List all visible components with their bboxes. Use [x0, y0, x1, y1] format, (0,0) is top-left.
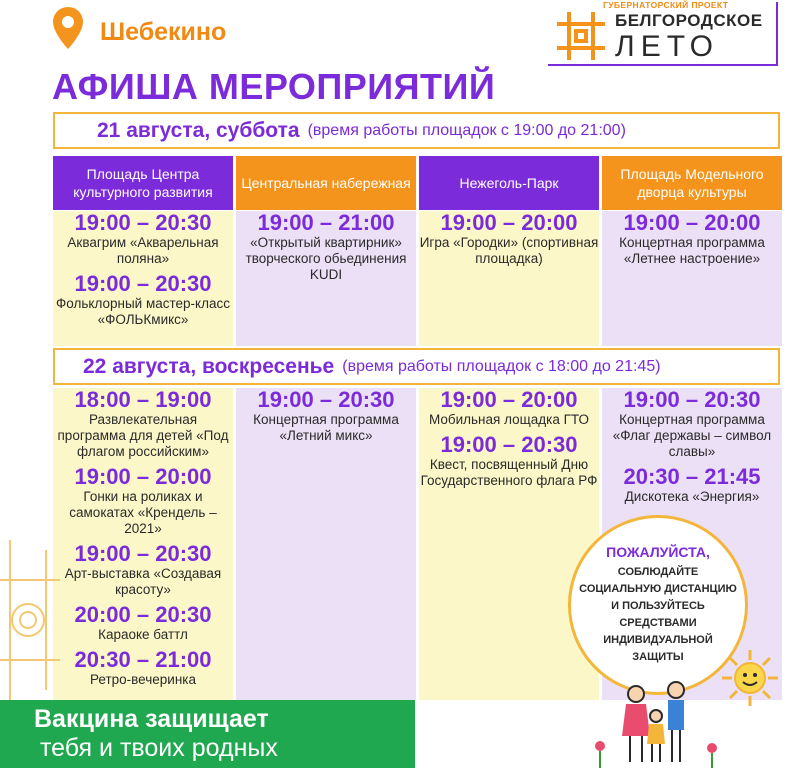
page-title: АФИША МЕРОПРИЯТИЙ	[52, 66, 496, 107]
event-desc: Концертная программа «Флаг державы – символ славы»	[612, 412, 772, 459]
banner-line1: Вакцина защищает	[34, 705, 269, 733]
event-desc: Игра «Городки» (спортивная площадка)	[419, 235, 599, 266]
city-name: Шебекино	[100, 18, 227, 46]
event-time: 19:00 – 20:30	[623, 387, 761, 412]
event-desc: Фольклорный мастер-класс «ФОЛЬКмикс»	[56, 296, 230, 327]
event	[53, 465, 233, 537]
venue-header: Центральная набережная	[236, 156, 416, 210]
day1-column	[602, 211, 782, 346]
event-time: 18:00 – 19:00	[74, 387, 212, 412]
event-desc: Концертная программа «Летнее настроение»	[619, 235, 765, 266]
notice-line: СОБЛЮДАЙТЕ	[617, 566, 699, 578]
logo-subtitle: ГУБЕРНАТОРСКИЙ ПРОЕКТ	[603, 0, 729, 10]
family-icon	[590, 676, 730, 768]
event-time: 20:00 – 20:30	[74, 602, 212, 627]
event	[53, 272, 233, 328]
notice-title: ПОЖАЛУЙСТА,	[606, 544, 710, 560]
day1-date: 21 августа, суббота	[97, 118, 300, 142]
logo-line2: ЛЕТО	[615, 30, 720, 63]
decorative-pattern-icon	[0, 540, 60, 700]
notice-line: ИНДИВИДУАЛЬНОЙ	[603, 634, 713, 646]
day2-hours: (время работы площадок с 18:00 до 21:45)	[342, 357, 661, 375]
event-time: 19:00 – 20:30	[440, 432, 578, 457]
event-desc: Дискотека «Энергия»	[624, 489, 760, 504]
day1-hours: (время работы площадок с 19:00 до 21:00)	[307, 121, 626, 139]
event-time: 19:00 – 20:30	[74, 210, 212, 235]
day2-column	[236, 388, 416, 700]
event-time: 19:00 – 20:00	[440, 210, 578, 235]
event-time: 20:30 – 21:00	[74, 647, 212, 672]
event-desc: Караоке баттл	[98, 627, 188, 642]
event-desc: Мобильная лощадка ГТО	[428, 412, 590, 427]
day1-column	[53, 211, 233, 346]
day1-column	[419, 211, 599, 346]
event	[602, 388, 782, 460]
event	[53, 388, 233, 460]
event-desc: Арт-выставка «Создавая красоту»	[64, 566, 222, 597]
event	[419, 388, 599, 428]
notice-line: ЗАЩИТЫ	[632, 651, 684, 663]
day2-bar	[53, 348, 780, 385]
event-desc: «Открытый квартирник» творческого обьединения KUDI	[245, 235, 407, 282]
location-pin-icon	[52, 6, 84, 50]
venue-header: Нежеголь-Парк	[419, 156, 599, 210]
event	[419, 211, 599, 267]
event-desc: Развлекательная программа для детей «Под флагом российским»	[57, 412, 229, 459]
event-desc: Гонки на роликах и самокатах «Крендель – 2021»	[69, 489, 217, 536]
event	[53, 542, 233, 598]
event-time: 19:00 – 20:00	[74, 464, 212, 489]
event	[419, 433, 599, 489]
event-time: 19:00 – 20:00	[440, 387, 578, 412]
event-desc: Квест, посвященный Дню Государственного флага РФ	[420, 457, 598, 488]
logo-line1: БЕЛГОРОДСКОЕ	[615, 11, 763, 30]
event-desc: Аквагрим «Акварельная поляна»	[67, 235, 219, 266]
event-desc: Ретро-вечеринка	[89, 672, 196, 687]
venue-header: Площадь Центра культурного развития	[53, 156, 233, 210]
day1-column	[236, 211, 416, 346]
logo-grid-icon	[555, 10, 607, 62]
event-time: 19:00 – 20:30	[74, 541, 212, 566]
notice-line: И ПОЛЬЗУЙТЕСЬ	[611, 600, 705, 612]
event	[53, 603, 233, 643]
event-time: 19:00 – 21:00	[257, 210, 395, 235]
day2-column	[419, 388, 599, 700]
day2-column	[53, 388, 233, 700]
notice-line: СРЕДСТВАМИ	[619, 617, 697, 629]
event-desc: Концертная программа «Летний микс»	[253, 412, 399, 443]
banner-line2: тебя и твоих родных	[40, 734, 278, 762]
event	[53, 211, 233, 267]
event-time: 19:00 – 20:00	[623, 210, 761, 235]
day1-bar	[53, 112, 780, 149]
event-time: 19:00 – 20:30	[257, 387, 395, 412]
event	[236, 211, 416, 283]
event-time: 19:00 – 20:30	[74, 271, 212, 296]
event	[236, 388, 416, 444]
notice-line: СОЦИАЛЬНУЮ ДИСТАНЦИЮ	[579, 583, 737, 595]
venue-header: Площадь Модельного дворца культуры	[602, 156, 782, 210]
event	[602, 211, 782, 267]
day2-date: 22 августа, воскресенье	[83, 354, 335, 378]
event	[602, 465, 782, 505]
event	[53, 648, 233, 688]
event-time: 20:30 – 21:45	[623, 464, 761, 489]
